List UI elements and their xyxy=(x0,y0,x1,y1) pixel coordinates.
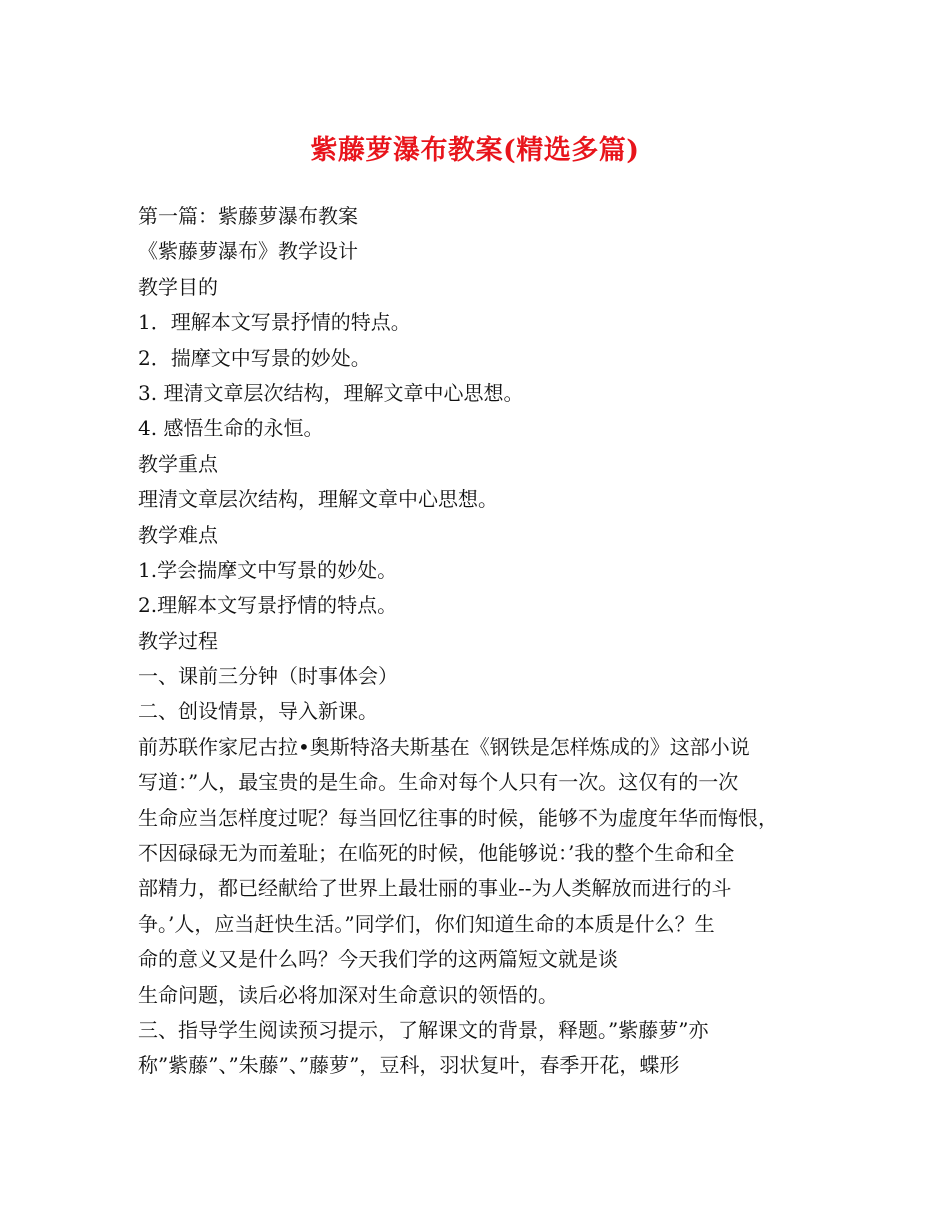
text-line: 理清文章层次结构，理解文章中心思想。 xyxy=(138,487,498,512)
text-line: 2.理解本文写景抒情的特点。 xyxy=(138,593,398,618)
text-line: 生命应当怎样度过呢？每当回忆往事的时候，能够不为虚度年华而悔恨， xyxy=(138,805,778,830)
text-line: 称”紫藤”、”朱藤”、”藤萝”，豆科，羽状复叶，春季开花，蝶形 xyxy=(138,1053,680,1078)
text-line: 争。’人，应当赶快生活。”同学们，你们知道生命的本质是什么？生 xyxy=(138,911,715,936)
text-line: 2．揣摩文中写景的妙处。 xyxy=(138,345,371,370)
text-line: 1.学会揣摩文中写景的妙处。 xyxy=(138,557,398,582)
text-line: 写道：”人，最宝贵的是生命。生命对每个人只有一次。这仅有的一次 xyxy=(138,770,739,795)
text-line: 前苏联作家尼古拉•奥斯特洛夫斯基在《钢铁是怎样炼成的》这部小说 xyxy=(138,734,750,759)
text-line: 1．理解本文写景抒情的特点。 xyxy=(138,310,411,335)
text-line: 第一篇：紫藤萝瀑布教案 xyxy=(138,204,358,228)
text-line: 生命问题，读后必将加深对生命意识的领悟的。 xyxy=(138,982,558,1007)
document-body xyxy=(138,199,818,1084)
document-title: 紫藤萝瀑布教案(精选多篇) xyxy=(310,135,640,166)
text-line: 《紫藤萝瀑布》教学设计 xyxy=(138,239,358,264)
text-line: 4. 感悟生命的永恒。 xyxy=(138,416,324,441)
text-line: 三、指导学生阅读预习提示，了解课文的背景，释题。”紫藤萝”亦 xyxy=(138,1017,709,1042)
text-line: 一、课前三分钟（时事体会） xyxy=(138,664,398,689)
text-line: 不因碌碌无为而羞耻；在临死的时候，他能够说：’我的整个生命和全 xyxy=(138,841,735,866)
text-line: 教学过程 xyxy=(138,628,218,653)
text-line: 二、创设情景，导入新课。 xyxy=(138,699,378,724)
text-line: 命的意义又是什么吗？今天我们学的这两篇短文就是谈 xyxy=(138,947,618,972)
text-line: 教学目的 xyxy=(138,274,218,299)
text-line: 教学重点 xyxy=(138,451,218,476)
text-line: 3. 理清文章层次结构，理解文章中心思想。 xyxy=(138,380,524,405)
text-line: 部精力，都已经献给了世界上最壮丽的事业--为人类解放而进行的斗 xyxy=(138,876,732,901)
text-line: 教学难点 xyxy=(138,522,218,547)
